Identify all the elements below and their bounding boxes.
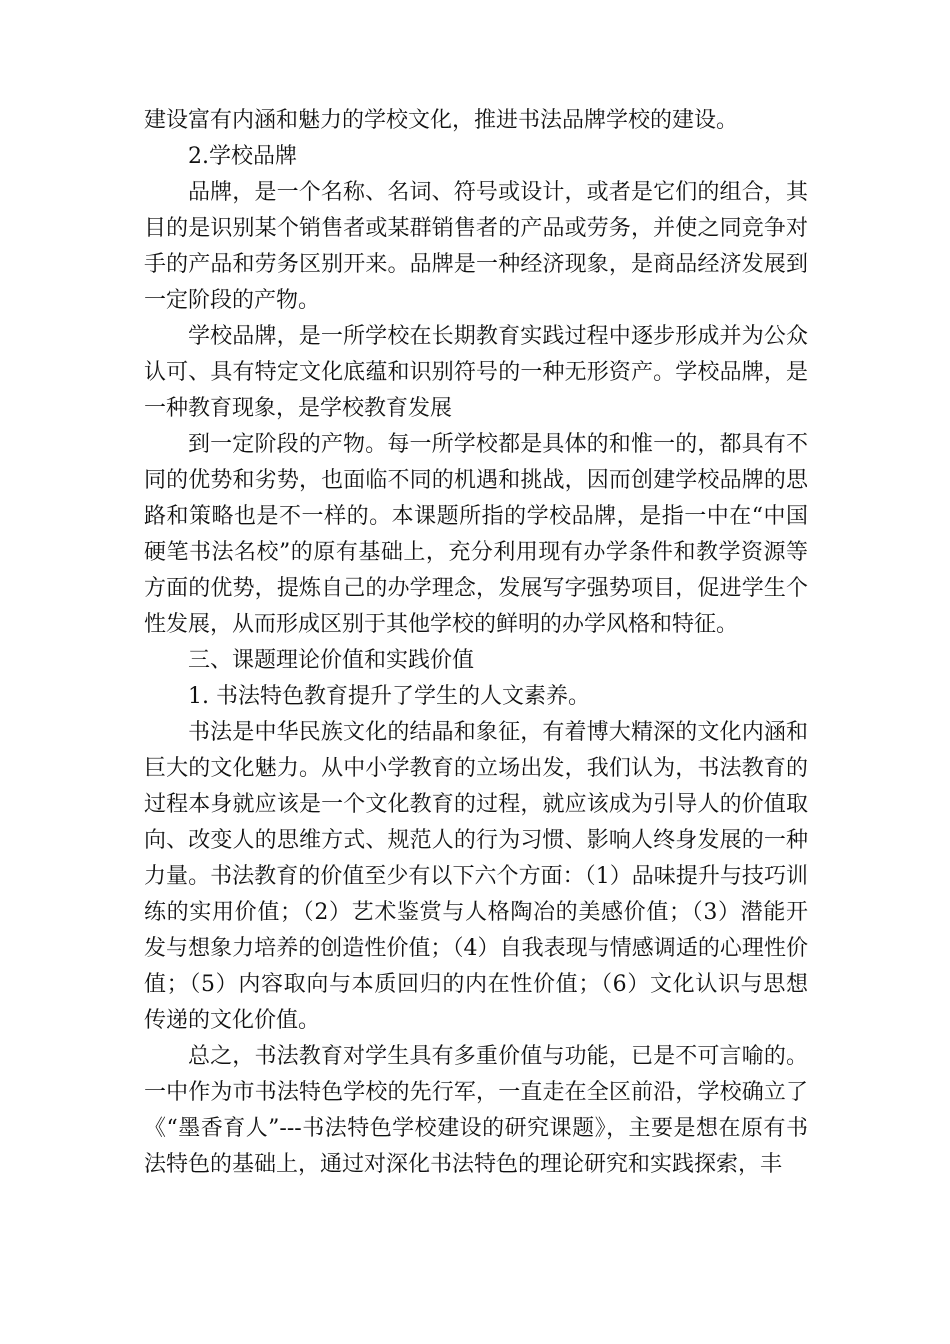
paragraph-school-brand-detail: 到一定阶段的产物。每一所学校都是具体的和惟一的，都具有不同的优势和劣势，也面临不同的机遇和挑战，因而创建学校品牌的思路和策略也是不一样的。本课题所指的学校品牌，是指一中在“中国硬笔书法名校”的原有基础上，充分利用现有办学条件和教学资源等方面的优势，提炼自己的办学理念，发展写字强势项目，促进学生个性发展，从而形成区别于其他学校的鲜明的办学风格和特征。 xyxy=(144,432,808,637)
document-page xyxy=(144,103,808,1183)
paragraph-school-brand-definition: 学校品牌，是一所学校在长期教育实践过程中逐步形成并为公众认可、具有特定文化底蕴和识别符号的一种无形资产。学校品牌，是一种教育现象，是学校教育发展 xyxy=(144,324,808,421)
heading-school-brand: 2.学校品牌 xyxy=(188,144,297,169)
heading-section-three: 三、课题理论价值和实践价值 xyxy=(188,648,475,673)
paragraph-1: 建设富有内涵和魅力的学校文化，推进书法品牌学校的建设。 xyxy=(144,108,739,133)
paragraph-summary: 总之，书法教育对学生具有多重价值与功能，已是不可言喻的。一中作为市书法特色学校的先行军，一直走在全区前沿，学校确立了《“墨香育人”---书法特色学校建设的研究课题》，主要是想在原有书法特色的基础上，通过对深化书法特色的理论研究和实践探索，丰 xyxy=(144,1044,808,1177)
paragraph-brand-definition: 品牌，是一个名称、名词、符号或设计，或者是它们的组合，其目的是识别某个销售者或某群销售者的产品或劳务，并使之同竞争对手的产品和劳务区别开来。品牌是一种经济现象，是商品经济发展到一定阶段的产物。 xyxy=(144,180,808,313)
heading-calligraphy-humanities: 1. 书法特色教育提升了学生的人文素养。 xyxy=(188,684,590,709)
paragraph-calligraphy-values: 书法是中华民族文化的结晶和象征，有着博大精深的文化内涵和巨大的文化魅力。从中小学教育的立场出发，我们认为，书法教育的过程本身就应该是一个文化教育的过程，就应该成为引导人的价值取向、改变人的思维方式、规范人的行为习惯、影响人终身发展的一种力量。书法教育的价值至少有以下六个方面：（1）品味提升与技巧训练的实用价值；（2）艺术鉴赏与人格陶冶的美感价值；（3）潜能开发与想象力培养的创造性价值；（4）自我表现与情感调适的心理性价值；（5）内容取向与本质回归的内在性价值；（6）文化认识与思想传递的文化价值。 xyxy=(144,720,808,1033)
